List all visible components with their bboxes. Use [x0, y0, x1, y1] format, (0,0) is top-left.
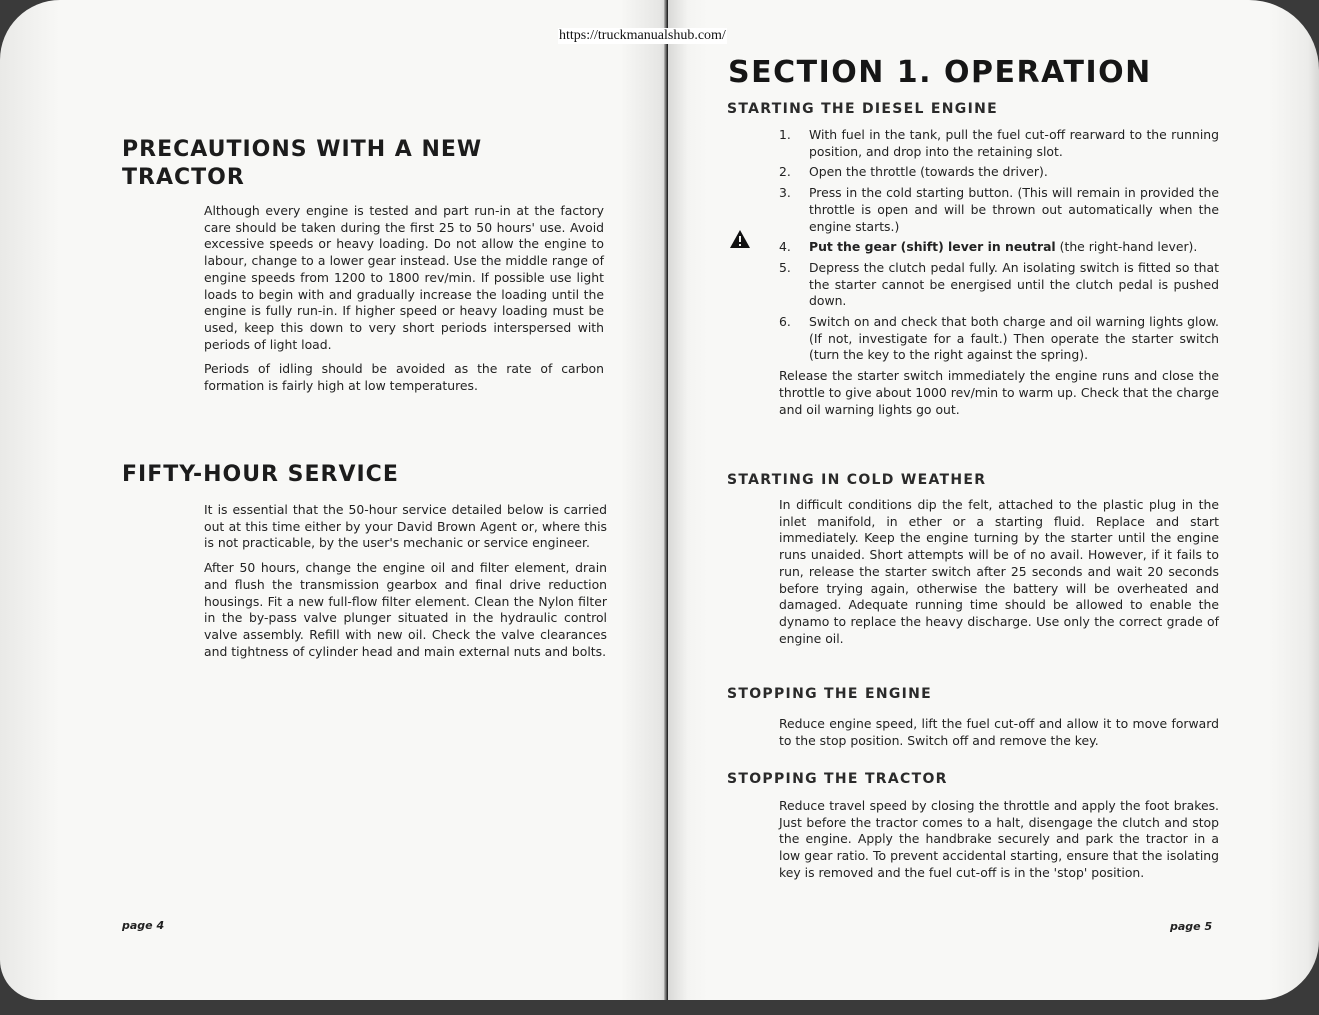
step-text: Switch on and check that both charge and oil warning lights glow. (If not, investigate for a fault.) Then operate the starter switch (turn the key to the right against the spring). — [809, 314, 1219, 363]
step-number: 4. — [779, 239, 791, 255]
precautions-body — [204, 203, 604, 403]
step-text: (the right-hand lever). — [1055, 239, 1198, 255]
after-steps-paragraph: Release the starter switch immediately the engine runs and close the throttle to give about 1000 rev/min to warm up. Check that the charge and oil warning lights go out. — [779, 368, 1219, 417]
section-title: SECTION 1. OPERATION — [728, 55, 1152, 90]
step-number: 6. — [779, 314, 791, 330]
subheading-starting-diesel-engine: STARTING THE DIESEL ENGINE — [727, 101, 998, 117]
starting-steps — [779, 127, 1219, 426]
page-number-left: page 4 — [122, 919, 165, 932]
cold-weather-paragraph: In difficult conditions dip the felt, attached to the plastic plug in the inlet manifold, in ether or a starting fluid. Replace and start immediately. Keep the engine turning by the starter until the engine runs unaided. Short attempts will be of no avail. However, if it fails to run, release the starter switch after 25 seconds and wait 20 seconds before trying again, otherwise the battery will be overheated and damaged. Adequate running time should be allowed to enable the dynamo to replace the heavy discharge. Use only the correct grade of engine oil. — [779, 497, 1219, 646]
step-item — [779, 314, 1219, 364]
steps-list — [779, 127, 1219, 364]
step-item — [779, 164, 1219, 181]
stopping-tractor-paragraph: Reduce travel speed by closing the throttle and apply the foot brakes. Just before the tractor comes to a halt, disengage the clutch and stop the engine. Apply the handbrake securely and park the tractor in a low gear ratio. To prevent accidental starting, ensure that the isolating key is removed and the fuel cut-off is in the 'stop' position. — [779, 798, 1219, 880]
step-number: 5. — [779, 259, 791, 275]
heading-precautions: PRECAUTIONS WITH A NEW TRACTOR — [122, 137, 483, 190]
left-page — [0, 0, 668, 1000]
page-number-right: page 5 — [1170, 920, 1213, 933]
step-text: Press in the cold starting button. (This will remain in provided the throttle is open and will be thrown out automatically when the engine starts.) — [809, 185, 1219, 234]
warning-icon — [729, 229, 751, 249]
service-paragraph-1: It is essential that the 50-hour service detailed below is carried out at this time either by your David Brown Agent or, where this is not practicable, by the user's mechanic or service engineer. — [204, 502, 607, 551]
cold-weather-body — [779, 497, 1219, 655]
subheading-cold-weather: STARTING IN COLD WEATHER — [727, 472, 987, 488]
precautions-paragraph-1: Although every engine is tested and part run-in at the factory care should be taken during the first 25 to 50 hours' use. Avoid excessive speeds or heavy loading. Do not allow the engine to labour, change to a lower gear instead. Use the middle range of engine speeds from 1200 to 1800 rev/min. If possible use light loads to begin with and gradually increase the loading until the engine is fully run-in. If higher speed or heavy loading must be used, keep this down to very short periods interspersed with periods of light load. — [204, 203, 604, 352]
right-page — [668, 0, 1319, 1000]
subheading-stopping-engine: STOPPING THE ENGINE — [727, 686, 933, 702]
step-text: Depress the clutch pedal fully. An isolating switch is fitted so that the starter cannot be energised until the clutch pedal is pushed down. — [809, 259, 1219, 309]
step-number: 3. — [779, 185, 791, 201]
step-text: With fuel in the tank, pull the fuel cut-off rearward to the running position, and drop into the retaining slot. — [809, 127, 1219, 159]
step-item — [779, 185, 1219, 235]
stopping-engine-body — [779, 716, 1219, 757]
service-paragraph-2: After 50 hours, change the engine oil and filter element, drain and flush the transmission gearbox and final drive reduction housings. Fit a new full-flow filter element. Clean the Nylon filter in the by-pass valve plunger situated in the hydraulic control valve assembly. Refill with new oil. Check the valve clearances and tightness of cylinder head and main external nuts and bolts. — [204, 560, 607, 659]
source-url-watermark: https://truckmanualshub.com/ — [559, 28, 726, 43]
heading-fifty-hour-service: FIFTY-HOUR SERVICE — [122, 462, 399, 487]
step-item — [779, 127, 1219, 160]
fifty-hour-body — [204, 502, 607, 668]
precautions-paragraph-2: Periods of idling should be avoided as the rate of carbon formation is fairly high at low temperatures. — [204, 361, 604, 394]
step-item — [779, 260, 1219, 310]
step-number: 2. — [779, 164, 791, 180]
step-number: 1. — [779, 127, 791, 142]
subheading-stopping-tractor: STOPPING THE TRACTOR — [727, 771, 948, 787]
step-item — [779, 239, 1219, 256]
stopping-engine-paragraph: Reduce engine speed, lift the fuel cut-off and allow it to move forward to the stop position. Switch off and remove the key. — [779, 716, 1219, 748]
step-emphasis: Put the gear (shift) lever in neutral — [809, 239, 1056, 255]
stopping-tractor-body — [779, 798, 1219, 890]
step-text: Open the throttle (towards the driver). — [809, 164, 1048, 180]
